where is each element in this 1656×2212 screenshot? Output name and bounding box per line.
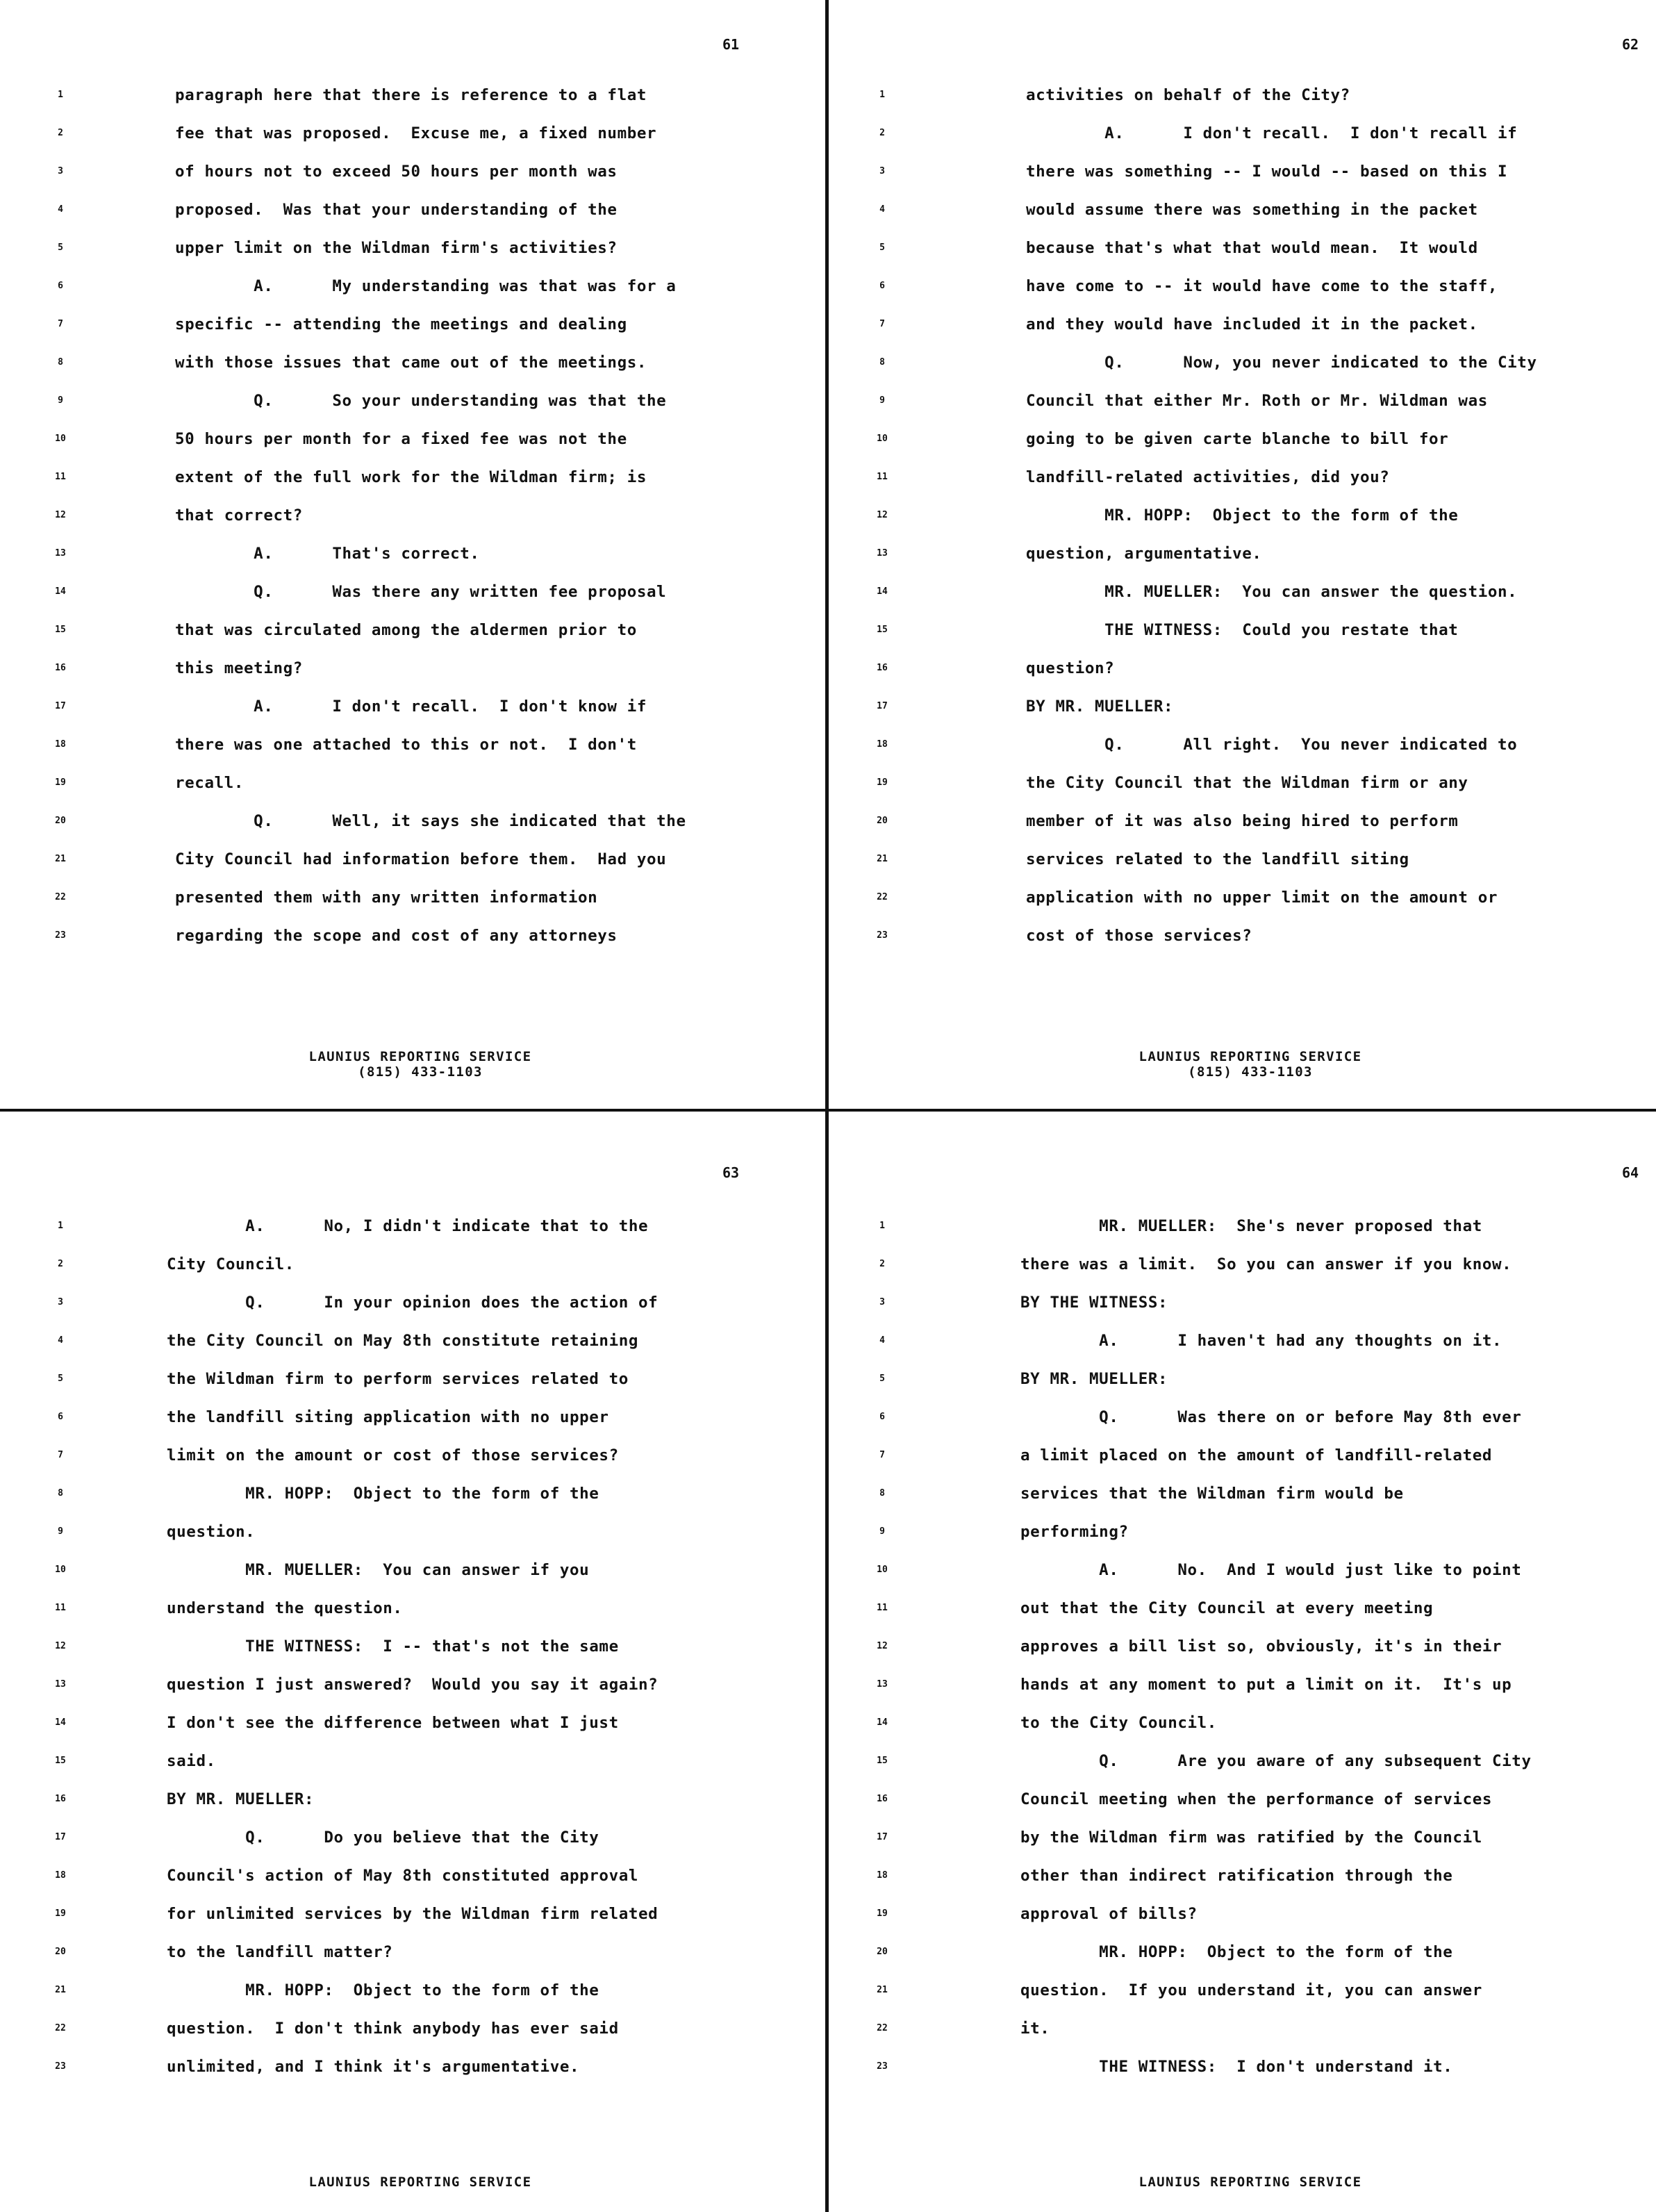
- line-number: 18: [55, 739, 66, 750]
- line-number: 19: [55, 777, 66, 788]
- transcript-line: MR. HOPP: Object to the form of the: [167, 1485, 599, 1503]
- line-number: 4: [58, 204, 63, 215]
- transcript-line: I don't see the difference between what I just: [167, 1714, 619, 1732]
- line-number: 22: [877, 2023, 888, 2033]
- transcript-line: MR. HOPP: Object to the form of the: [167, 1981, 599, 1999]
- transcript-line: Q. So your understanding was that the: [175, 392, 667, 410]
- line-number: 10: [55, 434, 66, 444]
- line-number: 12: [877, 1641, 888, 1651]
- line-number: 21: [877, 854, 888, 864]
- line-number: 9: [58, 1526, 63, 1537]
- line-number: 2: [58, 128, 63, 138]
- transcript-line: to the landfill matter?: [167, 1943, 393, 1961]
- line-number: 16: [55, 663, 66, 673]
- transcript-line: presented them with any written information: [175, 889, 598, 907]
- transcript-line: extent of the full work for the Wildman firm; is: [175, 468, 647, 486]
- line-number: 3: [879, 166, 885, 176]
- transcript-line: BY THE WITNESS:: [1020, 1294, 1168, 1312]
- line-number: 10: [877, 434, 888, 444]
- transcript-line: question, argumentative.: [1026, 545, 1262, 563]
- transcript-line: that was circulated among the aldermen prior to: [175, 621, 637, 639]
- line-number: 9: [879, 1526, 885, 1537]
- transcript-line: City Council had information before them. Had you: [175, 850, 667, 868]
- line-number: 3: [58, 1297, 63, 1307]
- transcript-line: cost of those services?: [1026, 927, 1252, 945]
- line-number: 5: [58, 242, 63, 253]
- transcript-line: MR. MUELLER: You can answer the question.: [1026, 583, 1518, 601]
- transcript-line: regarding the scope and cost of any attorneys: [175, 927, 618, 945]
- line-number: 22: [55, 2023, 66, 2033]
- line-number: 12: [55, 510, 66, 520]
- transcript-line: question. If you understand it, you can answer: [1020, 1981, 1482, 1999]
- line-number: 19: [55, 1908, 66, 1919]
- line-number: 18: [877, 1870, 888, 1881]
- transcript-line: approval of bills?: [1020, 1905, 1198, 1923]
- transcript-line: services related to the landfill siting: [1026, 850, 1409, 868]
- transcript-line: Council's action of May 8th constituted approval: [167, 1867, 639, 1885]
- transcript-line: MR. HOPP: Object to the form of the: [1020, 1943, 1453, 1961]
- transcript-line: approves a bill list so, obviously, it's in their: [1020, 1637, 1502, 1656]
- line-number: 22: [55, 892, 66, 902]
- transcript-line: Q. All right. You never indicated to: [1026, 736, 1518, 754]
- line-number: 18: [877, 739, 888, 750]
- transcript-line: understand the question.: [167, 1599, 403, 1617]
- line-number: 5: [879, 242, 885, 253]
- transcript-line: A. I haven't had any thoughts on it.: [1020, 1332, 1502, 1350]
- transcript-line: there was one attached to this or not. I don't: [175, 736, 637, 754]
- transcript-line: MR. MUELLER: You can answer if you: [167, 1561, 590, 1579]
- transcript-line: A. No, I didn't indicate that to the: [167, 1217, 649, 1235]
- transcript-line: THE WITNESS: Could you restate that: [1026, 621, 1459, 639]
- transcript-line: BY MR. MUELLER:: [1026, 698, 1174, 716]
- transcript-line: Council meeting when the performance of services: [1020, 1790, 1493, 1808]
- line-number: 20: [877, 1947, 888, 1957]
- line-number: 20: [55, 816, 66, 826]
- vertical-divider: [825, 0, 829, 2212]
- line-number: 8: [879, 1488, 885, 1499]
- transcript-line: A. No. And I would just like to point: [1020, 1561, 1522, 1579]
- line-number: 1: [879, 90, 885, 100]
- line-number: 12: [877, 510, 888, 520]
- line-number: 15: [55, 625, 66, 635]
- line-number: 23: [55, 930, 66, 941]
- transcript-line: Q. Was there on or before May 8th ever: [1020, 1408, 1522, 1426]
- transcript-line: Q. Now, you never indicated to the City: [1026, 354, 1537, 372]
- line-number: 23: [877, 930, 888, 941]
- transcript-line: of hours not to exceed 50 hours per month was: [175, 163, 618, 181]
- line-number: 14: [55, 1717, 66, 1728]
- line-number: 2: [879, 1259, 885, 1269]
- line-number: 6: [879, 281, 885, 291]
- line-number: 6: [58, 1412, 63, 1422]
- transcript-line: A. That's correct.: [175, 545, 480, 563]
- line-number: 12: [55, 1641, 66, 1651]
- line-number: 17: [55, 701, 66, 711]
- line-number: 17: [877, 1832, 888, 1842]
- line-number: 21: [55, 854, 66, 864]
- transcript-line: MR. HOPP: Object to the form of the: [1026, 506, 1459, 525]
- line-number: 17: [877, 701, 888, 711]
- transcript-page-61: [21, 0, 820, 1084]
- line-number: 21: [55, 1985, 66, 1995]
- transcript-line: BY MR. MUELLER:: [1020, 1370, 1168, 1388]
- footer-company: LAUNIUS REPORTING SERVICE: [1138, 1049, 1362, 1064]
- transcript-line: that correct?: [175, 506, 303, 525]
- transcript-line: and they would have included it in the packet.: [1026, 315, 1478, 333]
- transcript-line: recall.: [175, 774, 245, 792]
- line-number: 1: [879, 1221, 885, 1231]
- line-number: 20: [55, 1947, 66, 1957]
- transcript-line: THE WITNESS: I -- that's not the same: [167, 1637, 619, 1656]
- transcript-line: said.: [167, 1752, 216, 1770]
- transcript-line: a limit placed on the amount of landfill-related: [1020, 1446, 1493, 1464]
- page-number: 64: [1622, 1164, 1639, 1181]
- line-number: 4: [879, 1335, 885, 1346]
- transcript-line: specific -- attending the meetings and dealing: [175, 315, 627, 333]
- transcript-line: proposed. Was that your understanding of the: [175, 201, 618, 219]
- transcript-line: A. I don't recall. I don't know if: [175, 698, 647, 716]
- line-number: 6: [58, 281, 63, 291]
- line-number: 2: [879, 128, 885, 138]
- line-number: 6: [879, 1412, 885, 1422]
- transcript-line: the landfill siting application with no upper: [167, 1408, 609, 1426]
- transcript-line: limit on the amount or cost of those services?: [167, 1446, 619, 1464]
- transcript-line: activities on behalf of the City?: [1026, 86, 1350, 104]
- transcript-line: have come to -- it would have come to the staff,: [1026, 277, 1498, 295]
- line-number: 22: [877, 892, 888, 902]
- transcript-line: this meeting?: [175, 659, 303, 677]
- transcript-line: question.: [167, 1523, 256, 1541]
- line-number: 3: [879, 1297, 885, 1307]
- transcript-line: application with no upper limit on the amount or: [1026, 889, 1498, 907]
- footer-company: LAUNIUS REPORTING SERVICE: [1138, 2174, 1362, 2190]
- transcript-line: other than indirect ratification through the: [1020, 1867, 1453, 1885]
- transcript-line: paragraph here that there is reference to a flat: [175, 86, 647, 104]
- transcript-line: upper limit on the Wildman firm's activities?: [175, 239, 618, 257]
- line-number: 13: [55, 548, 66, 559]
- transcript-line: question?: [1026, 659, 1115, 677]
- transcript-line: fee that was proposed. Excuse me, a fixed number: [175, 124, 657, 142]
- transcript-line: 50 hours per month for a fixed fee was not the: [175, 430, 627, 448]
- line-number: 7: [58, 1450, 63, 1460]
- line-number: 9: [58, 395, 63, 406]
- transcript-line: BY MR. MUELLER:: [167, 1790, 315, 1808]
- transcript-line: landfill-related activities, did you?: [1026, 468, 1390, 486]
- line-number: 14: [877, 586, 888, 597]
- line-number: 5: [879, 1373, 885, 1384]
- transcript-line: Q. Are you aware of any subsequent City: [1020, 1752, 1532, 1770]
- reporting-service-footer: [851, 2174, 1650, 2190]
- line-number: 14: [877, 1717, 888, 1728]
- line-number: 11: [55, 1603, 66, 1613]
- transcript-line: the City Council that the Wildman firm or any: [1026, 774, 1468, 792]
- transcript-line: it.: [1020, 2020, 1050, 2038]
- line-number: 21: [877, 1985, 888, 1995]
- line-number: 8: [879, 357, 885, 368]
- transcript-line: question I just answered? Would you say it again?: [167, 1676, 659, 1694]
- transcript-line: the City Council on May 8th constitute retaining: [167, 1332, 639, 1350]
- footer-company: LAUNIUS REPORTING SERVICE: [308, 2174, 532, 2190]
- line-number: 1: [58, 1221, 63, 1231]
- line-number: 10: [877, 1565, 888, 1575]
- reporting-service-footer: [21, 2174, 820, 2190]
- line-number: 5: [58, 1373, 63, 1384]
- transcript-line: with those issues that came out of the meetings.: [175, 354, 647, 372]
- line-number: 7: [879, 1450, 885, 1460]
- line-number: 23: [55, 2061, 66, 2072]
- transcript-line: services that the Wildman firm would be: [1020, 1485, 1404, 1503]
- line-number: 15: [877, 1756, 888, 1766]
- line-number: 19: [877, 1908, 888, 1919]
- transcript-line: out that the City Council at every meeting: [1020, 1599, 1434, 1617]
- page-number: 62: [1622, 36, 1639, 53]
- line-number: 7: [879, 319, 885, 329]
- footer-company: LAUNIUS REPORTING SERVICE: [308, 1049, 532, 1064]
- transcript-line: Q. In your opinion does the action of: [167, 1294, 659, 1312]
- line-number: 17: [55, 1832, 66, 1842]
- line-number: 16: [877, 1794, 888, 1804]
- transcript-line: unlimited, and I think it's argumentative.: [167, 2058, 580, 2076]
- transcript-line: question. I don't think anybody has ever said: [167, 2020, 619, 2038]
- transcript-line: there was something -- I would -- based on this I: [1026, 163, 1508, 181]
- transcript-line: the Wildman firm to perform services related to: [167, 1370, 629, 1388]
- line-number: 7: [58, 319, 63, 329]
- line-number: 4: [58, 1335, 63, 1346]
- footer-phone: (815) 433-1103: [358, 1064, 483, 1080]
- transcript-line: MR. MUELLER: She's never proposed that: [1020, 1217, 1482, 1235]
- line-number: 15: [877, 625, 888, 635]
- line-number: 19: [877, 777, 888, 788]
- line-number: 8: [58, 1488, 63, 1499]
- line-number: 14: [55, 586, 66, 597]
- transcript-line: because that's what that would mean. It would: [1026, 239, 1478, 257]
- transcript-line: Q. Do you believe that the City: [167, 1829, 599, 1847]
- transcript-line: there was a limit. So you can answer if you know.: [1020, 1255, 1512, 1273]
- transcript-line: would assume there was something in the packet: [1026, 201, 1478, 219]
- line-number: 13: [877, 1679, 888, 1690]
- transcript-line: A. My understanding was that was for a: [175, 277, 677, 295]
- transcript-line: Q. Well, it says she indicated that the: [175, 812, 686, 830]
- transcript-line: Council that either Mr. Roth or Mr. Wildman was: [1026, 392, 1488, 410]
- line-number: 18: [55, 1870, 66, 1881]
- transcript-page-64: [851, 1112, 1650, 2195]
- transcript-line: A. I don't recall. I don't recall if: [1026, 124, 1518, 142]
- line-number: 23: [877, 2061, 888, 2072]
- transcript-line: Q. Was there any written fee proposal: [175, 583, 667, 601]
- page-number: 61: [722, 36, 740, 53]
- line-number: 3: [58, 166, 63, 176]
- line-number: 2: [58, 1259, 63, 1269]
- line-number: 8: [58, 357, 63, 368]
- line-number: 16: [877, 663, 888, 673]
- line-number: 13: [877, 548, 888, 559]
- line-number: 15: [55, 1756, 66, 1766]
- line-number: 11: [877, 1603, 888, 1613]
- line-number: 10: [55, 1565, 66, 1575]
- line-number: 4: [879, 204, 885, 215]
- page-number: 63: [722, 1164, 740, 1181]
- transcript-line: for unlimited services by the Wildman firm related: [167, 1905, 659, 1923]
- line-number: 11: [55, 472, 66, 482]
- line-number: 9: [879, 395, 885, 406]
- line-number: 16: [55, 1794, 66, 1804]
- transcript-line: member of it was also being hired to perform: [1026, 812, 1459, 830]
- line-number: 13: [55, 1679, 66, 1690]
- transcript-line: hands at any moment to put a limit on it. It's up: [1020, 1676, 1512, 1694]
- reporting-service-footer: [851, 1049, 1650, 1080]
- footer-phone: (815) 433-1103: [1188, 1064, 1313, 1080]
- line-number: 20: [877, 816, 888, 826]
- line-number: 1: [58, 90, 63, 100]
- transcript-line: City Council.: [167, 1255, 295, 1273]
- transcript-line: THE WITNESS: I don't understand it.: [1020, 2058, 1453, 2076]
- transcript-line: going to be given carte blanche to bill for: [1026, 430, 1449, 448]
- transcript-line: to the City Council.: [1020, 1714, 1217, 1732]
- transcript-page-63: [21, 1112, 820, 2195]
- transcript-line: by the Wildman firm was ratified by the Council: [1020, 1829, 1482, 1847]
- line-number: 11: [877, 472, 888, 482]
- transcript-line: performing?: [1020, 1523, 1129, 1541]
- reporting-service-footer: [21, 1049, 820, 1080]
- transcript-page-62: [851, 0, 1650, 1084]
